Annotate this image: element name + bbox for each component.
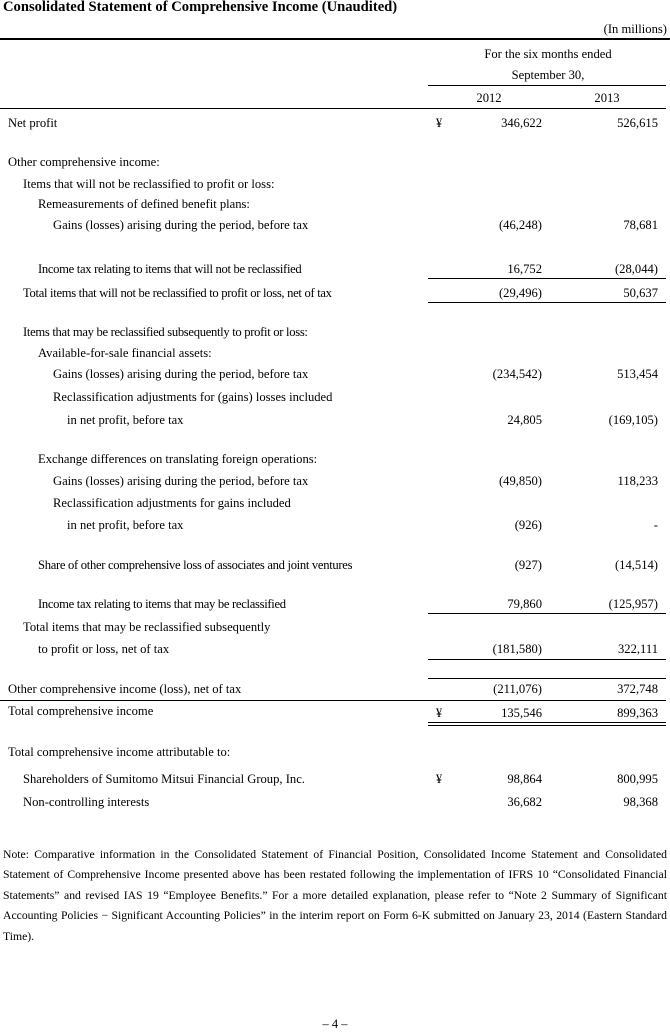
row-label: Income tax relating to items that may be reclassified [38,597,286,611]
row-label: Non-controlling interests [23,795,150,809]
section-heading: Total comprehensive income attributable to: [8,745,231,759]
value-2013: (169,105) [608,413,658,427]
row-label: Reclassification adjustments for gains included [53,496,291,510]
currency-symbol: ¥ [435,772,443,786]
units-label: (In millions) [603,22,667,36]
value-2013: 78,681 [623,218,658,232]
value-2012: (927) [514,558,542,572]
subtotal-label: Total items that will not be reclassified to profit or loss, net of tax [23,286,332,300]
subtotal-rule [428,613,666,614]
subtotal-rule [428,302,666,303]
row-label: Gains (losses) arising during the period, before tax [53,218,309,232]
page-title: Consolidated Statement of Comprehensive Income (Unaudited) [3,0,398,15]
section-heading: Exchange differences on translating foreign operations: [38,452,318,466]
value-2013: 118,233 [617,474,658,488]
value-2013: (28,044) [614,262,658,276]
currency-symbol: ¥ [435,116,443,130]
value-2012: (46,248) [498,218,542,232]
page-number: – 4 – [322,1017,348,1031]
total-rule [0,700,666,701]
value-2013: 372,748 [617,682,658,696]
row-label: in net profit, before tax [67,518,184,532]
subtotal-rule [428,678,666,679]
value-2012: (49,850) [498,474,542,488]
subtotal-label: to profit or loss, net of tax [38,642,170,656]
double-rule-bottom [428,725,666,726]
currency-symbol: ¥ [435,706,443,720]
value-2012: (29,496) [498,286,542,300]
row-label: Gains (losses) arising during the period, before tax [53,367,309,381]
value-2013: 526,615 [617,116,658,130]
period-header-rule [428,85,666,86]
subtotal-rule [428,659,666,660]
section-heading: Items that may be reclassified subsequently to profit or loss: [23,325,308,339]
value-2012: (181,580) [492,642,542,656]
value-2012: 98,864 [507,772,542,786]
row-label: Gains (losses) arising during the period, before tax [53,474,309,488]
subtotal-label: Total items that may be reclassified subsequently [23,620,271,634]
value-2012: 79,860 [507,597,542,611]
section-heading: Available-for-sale financial assets: [38,346,212,360]
value-2012: (211,076) [493,682,542,696]
section-heading: Items that will not be reclassified to profit or loss: [23,177,275,191]
value-2012: 346,622 [501,116,542,130]
value-2013: 513,454 [617,367,658,381]
row-label: Income tax relating to items that will not be reclassified [38,262,302,276]
value-2012: (234,542) [492,367,542,381]
value-2013: 98,368 [623,795,658,809]
column-header-2013: 2013 [594,91,620,105]
value-2013: 899,363 [617,706,658,720]
header-top-rule [0,38,670,40]
period-header-line2: September 30, [511,68,585,82]
header-bottom-rule [0,108,666,109]
section-heading: Remeasurements of defined benefit plans: [38,197,250,211]
value-2013: (125,957) [608,597,658,611]
value-2013: 800,995 [617,772,658,786]
subtotal-label: Other comprehensive income (loss), net of tax [8,682,242,696]
value-2013: - [653,518,658,532]
value-2013: 50,637 [623,286,658,300]
row-label: Net profit [8,116,58,130]
value-2013: 322,111 [618,642,658,656]
footnote: Note: Comparative information in the Consolidated Statement of Financial Position, Consolidated Income Statement and Consolidated Statement of Comprehensive Income presented above has been restated following the implementation of IFRS 10 “Consolidated Financial Statements” and revised IAS 19 “Employee Benefits.” For a more detailed explanation, please refer to “Note 2 Summary of Significant Accounting Policies − Significant Accounting Policies” in the interim report on Form 6-K submitted on January 23, 2014 (Eastern Standard Time). [3,848,667,943]
value-2012: 135,546 [501,706,542,720]
value-2012: 36,682 [507,795,542,809]
section-heading: Other comprehensive income: [8,155,160,169]
value-2013: (14,514) [614,558,658,572]
row-label: Reclassification adjustments for (gains) losses included [53,390,333,404]
subtotal-rule [428,278,666,279]
row-label: Share of other comprehensive loss of associates and joint ventures [38,558,353,572]
period-header-line1: For the six months ended [484,47,612,61]
column-header-2012: 2012 [476,91,502,105]
value-2012: (926) [514,518,542,532]
double-rule-top [428,722,666,723]
row-label: in net profit, before tax [67,413,184,427]
total-label: Total comprehensive income [8,704,154,718]
value-2012: 24,805 [507,413,542,427]
row-label: Shareholders of Sumitomo Mitsui Financial Group, Inc. [23,772,305,786]
value-2012: 16,752 [507,262,542,276]
